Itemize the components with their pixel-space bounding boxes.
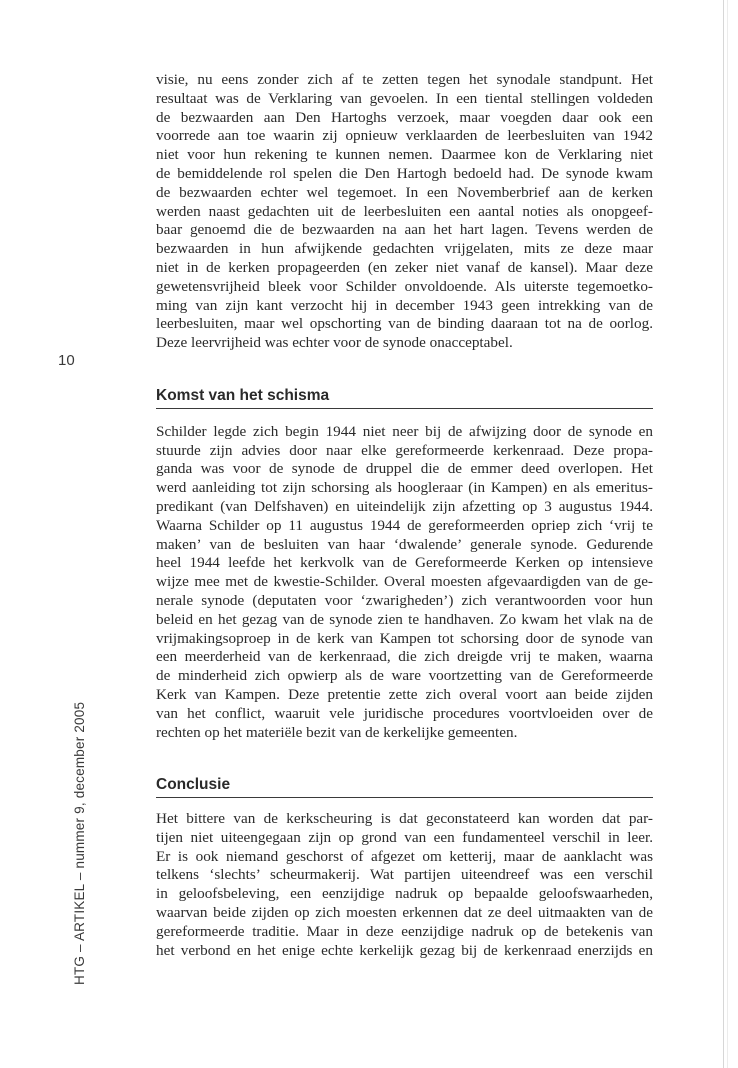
text-line: niet voor hun rekening te kunnen nemen. Daarmee kon de Verklaring niet <box>156 146 653 164</box>
text-line: gewetensvrijheid bleek voor Schilder onvoldoende. Als uiterste tegemoetko- <box>156 277 653 295</box>
page-number: 10 <box>58 352 75 369</box>
text-line: Kerk van Kampen. Deze pretentie zette zich overal voort aan beide zijden <box>156 685 653 703</box>
text-line: Schilder legde zich begin 1944 niet neer bij de afwijzing door de synode en <box>156 422 653 440</box>
text-line: maken’ van de besluiten van haar ‘dwalende’ generale synode. Gedurende <box>156 535 653 553</box>
text-line: in geloofsbeleving, een eenzijdige nadruk op bepaalde geloofswaarheden, <box>156 885 653 903</box>
paragraph-schisma <box>156 423 653 743</box>
text-line: heel 1944 leefde het kerkvolk van de Gereformeerde Kerken op intensieve <box>156 554 653 572</box>
text-line: een meerderheid van de kerkenraad, die zich dreigde vrij te maken, waarna <box>156 648 653 666</box>
text-line: de bezwaarden echter wel tegemoet. In een Novemberbrief aan de kerken <box>156 183 653 201</box>
text-line: nerale synode (deputaten voor ‘zwarigheden’) zich verantwoorden voor hun <box>156 591 653 609</box>
text-line: telkens ‘slechts’ scheurmakerij. Wat partijen uiteendreef was een verschil <box>156 866 653 884</box>
text-line: waarvan beide zijden op zich moesten erkennen dat ze deel uitmaakten van de <box>156 904 653 922</box>
text-line: het verbond en het enige echte kerkelijk gezag bij de kerkenraad enerzijds en <box>156 941 653 959</box>
text-line: stuurde zijn advies door naar elke gereformeerde kerkenraad. Deze propa- <box>156 441 653 459</box>
text-line: de minderheid zich opwierp als de ware voortzetting van de Gereformeerde <box>156 667 653 685</box>
text-line: Waarna Schilder op 11 augustus 1944 de gereformeerden opriep zich ‘vrij te <box>156 516 653 534</box>
text-line: de bemiddelende rol spelen die Den Hartogh bedoeld had. De synode kwam <box>156 164 653 182</box>
text-line: vrijmakingsoproep in de kerk van Kampen tot schorsing door de synode van <box>156 629 653 647</box>
text-line: Het bittere van de kerkscheuring is dat geconstateerd kan worden dat par- <box>156 810 653 828</box>
page-edge-line-secondary <box>727 0 728 1068</box>
section-heading-conclusie: Conclusie <box>156 776 653 798</box>
text-line: beleid en het gezag van de synode zien te handhaven. Zo kwam het vlak na de <box>156 610 653 628</box>
text-line: tijen niet uiteengegaan zijn op grond van een fundamenteel verschil in leer. <box>156 828 653 846</box>
paragraph-conclusie <box>156 810 653 960</box>
text-line: bezwaarden in hun afwijkende gedachten vrijgelaten, mits ze deze maar <box>156 240 653 258</box>
text-line: Er is ook niemand geschorst of afgezet om ketterij, maar de aanklacht was <box>156 847 653 865</box>
text-line: Deze leervrijheid was echter voor de synode onacceptabel. <box>156 334 513 352</box>
text-line: rechten op het materiële bezit van de kerkelijke gemeenten. <box>156 723 518 741</box>
page-edge-line <box>723 0 724 1068</box>
text-line: werden naast gedachten uit de leerbesluiten een aantal noties als onopgeef- <box>156 202 653 220</box>
text-line: baar genoemd die de bezwaarden na aan het hart lagen. Tevens werden de <box>156 221 653 239</box>
text-line: visie, nu eens zonder zich af te zetten tegen het synodale standpunt. Het <box>156 71 653 88</box>
text-line: resultaat was de Verklaring van gevoelen. In een tiental stellingen voldeden <box>156 89 653 107</box>
text-column <box>156 71 653 960</box>
text-line: wijze mee met de kwestie-Schilder. Overal moesten afgevaardigden van de ge- <box>156 573 653 591</box>
text-line: werd aanleiding tot zijn schorsing als hoogleraar (in Kampen) en als emeritus- <box>156 479 653 497</box>
running-head: HTG – ARTIKEL – nummer 9, december 2005 <box>72 701 87 985</box>
text-line: leerbesluiten, maar wel opschorting van de binding daaraan tot na de oorlog. <box>156 315 653 333</box>
text-line: van het conflict, waaruit vele juridische procedures voortvloeiden over de <box>156 704 653 722</box>
text-line: niet in de kerken propageerden (en zeker niet vanaf de kansel). Maar deze <box>156 258 653 276</box>
text-line: ganda was voor de synode de druppel die de emmer deed overlopen. Het <box>156 460 653 478</box>
section-heading-schisma: Komst van het schisma <box>156 387 653 409</box>
text-line: voorrede aan toe waarin zij opnieuw verklaarden de leerbesluiten van 1942 <box>156 127 653 145</box>
text-line: predikant (van Delfshaven) en uiteindelijk zijn afzetting op 3 augustus 1944. <box>156 497 653 515</box>
paragraph-intro <box>156 71 653 353</box>
text-line: ming van zijn kant verzocht hij in december 1943 geen intrekking van de <box>156 296 653 314</box>
text-line: de bezwaarden aan Den Hartoghs verzoek, maar voegden daar ook een <box>156 108 653 126</box>
text-line: gereformeerde traditie. Maar in deze eenzijdige nadruk op de betekenis van <box>156 922 653 940</box>
